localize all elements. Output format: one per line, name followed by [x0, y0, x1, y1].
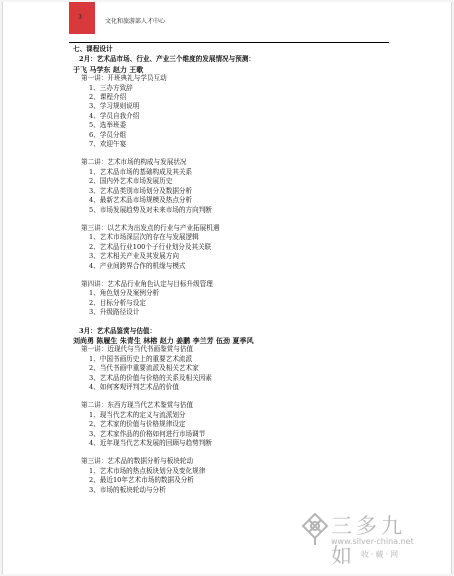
- list-item: 3、艺术家作品的价格如何进行市场调节: [89, 429, 206, 438]
- lecture-title: 第三讲：艺术品的数据分析与板块轮动: [81, 457, 194, 466]
- list-item: 2、国内外艺术市场发展历史: [89, 177, 173, 186]
- watermark-small-text: 收·藏·网: [361, 550, 401, 559]
- watermark-url: www.silver-china.net: [331, 537, 414, 546]
- module-teachers: 于飞 马学东 赵力 王歌: [73, 64, 144, 74]
- list-item: 3、学习规则说明: [89, 102, 140, 111]
- watermark: [297, 508, 429, 566]
- list-item: 3、艺术相关产业及其发展方向: [89, 252, 179, 261]
- list-item: 7、欢迎午宴: [89, 140, 127, 149]
- list-item: 2、目标分析与设定: [89, 298, 146, 307]
- list-item: 4、产业间跨界合作的机缘与模式: [89, 261, 186, 270]
- list-item: 5、选举班委: [89, 121, 127, 130]
- list-item: 2、最近10年艺术市场的数据及分析: [89, 476, 194, 485]
- document-content: [73, 44, 383, 495]
- list-item: 1、中国书画历史上的重要艺术流派: [89, 354, 193, 363]
- list-item: 6、学员分组: [89, 130, 127, 139]
- list-item: 4、近年现当代艺术发展的回顾与趋势判断: [89, 439, 212, 448]
- lecture-title: 第二讲：东西方现当代艺术鉴赏与估值: [81, 401, 194, 410]
- spacer: [73, 318, 383, 327]
- page-number: 3: [78, 14, 82, 21]
- list-item: 2、课程介绍: [89, 93, 127, 102]
- list-item: 1、艺术品市场的基础构成及其关系: [89, 167, 193, 176]
- header-color-block: [69, 2, 95, 34]
- list-item: 4、学员自我介绍: [89, 111, 140, 120]
- list-item: 3、艺术品类别市场划分及数据分析: [89, 186, 193, 195]
- spacer: [73, 215, 383, 224]
- document-page: [2, 2, 452, 574]
- list-item: 4、如何客观评判艺术品的价值: [89, 383, 179, 391]
- watermark-big-text: 三多九如: [331, 514, 406, 568]
- lecture-title: 第一讲：开班典礼与学员互动: [81, 74, 167, 83]
- lecture-title: 第一讲：近现代与当代书画鉴赏与估值: [81, 345, 194, 354]
- list-item: 2、艺术品行业100个子行业划分及其关联: [89, 242, 212, 251]
- list-item: 3、市场的板块轮动与分析: [89, 485, 166, 494]
- list-item: 1、角色划分及案例分析: [89, 289, 160, 298]
- list-item: 1、现当代艺术的定义与流派划分: [89, 410, 186, 419]
- list-item: 1、艺术市场深层次的存在与发展逻辑: [89, 233, 199, 242]
- list-item: 3、艺术品的价值与价格的关系及相关因素: [89, 373, 212, 382]
- lecture-title: 第三讲：以艺术为出发点的行业与产业拓展机遇: [81, 223, 220, 232]
- list-item: 2、当代书画中重要流派及相关艺术家: [89, 364, 199, 373]
- list-item: 1、艺术市场的热点板块划分及变化规律: [89, 466, 206, 475]
- endless-knot-icon: [301, 512, 329, 546]
- list-item: 1、三办方致辞: [89, 83, 133, 92]
- module-title: 2月：艺术品市场、行业、产业三个维度的发展情况与预测：: [79, 55, 256, 64]
- list-item: 5、市场发展趋势及对未来市场的方向判断: [89, 205, 212, 214]
- module-teachers: 刘尚勇 陈履生 朱青生 林榕 赵力 姜鹏 李兰芳 伍劲 夏季风: [73, 335, 254, 345]
- spacer: [73, 271, 383, 280]
- header-rule: [69, 42, 389, 43]
- list-item: 4、最新艺术品市场规模及热点分析: [89, 196, 193, 205]
- list-item: 2、艺术家的价值与价格规律设定: [89, 420, 186, 429]
- lecture-title: 第四讲：艺术品行业角色认定与目标升级管理: [81, 279, 213, 288]
- module-title: 3月：艺术品鉴赏与估值：: [79, 326, 157, 335]
- lecture-title: 第二讲：艺术市场的构成与发展状况: [81, 158, 187, 167]
- section-title: 七、课程设计: [73, 45, 113, 53]
- header-title: 文化和旅游部人才中心: [105, 18, 166, 25]
- list-item: 3、升级路径设计: [89, 308, 140, 317]
